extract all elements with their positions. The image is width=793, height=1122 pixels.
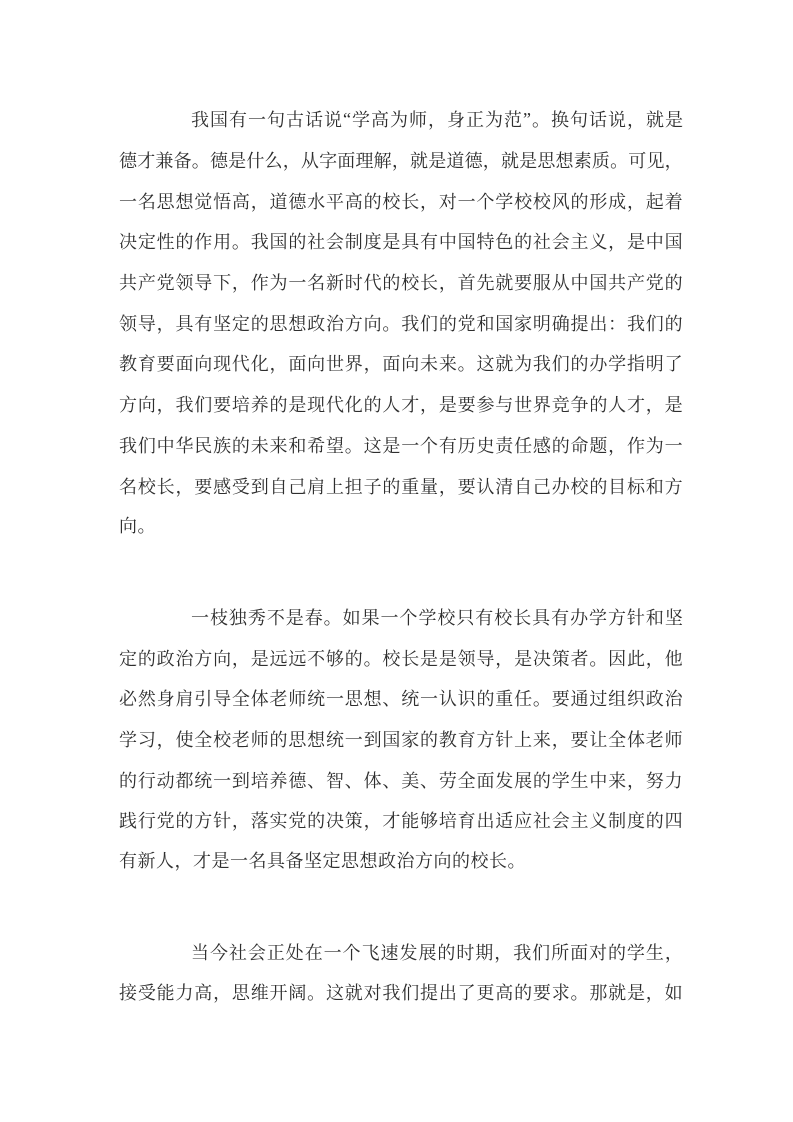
text-line: 必 然 身 肩 引 导 全 体 老 师 统 一 思 想 、 统 一 认 识 的 重 任 。 要 通 过 组 织 政 治 <box>119 689 683 710</box>
text-line: 一 名 思 想 觉 悟 高 ， 道 德 水 平 高 的 校 长 ， 对 一 个 学 校 校 风 的 形 成 ， 起 着 <box>119 191 683 212</box>
text-line: 领 导 ， 具 有 坚 定 的 思 想 政 治 方 向 。 我 们 的 党 和 国 家 明 确 提 出 ： 我 们 的 <box>119 313 683 334</box>
paragraph <box>119 99 683 547</box>
text-line: 我 们 中 华 民 族 的 未 来 和 希 望 。 这 是 一 个 有 历 史 责 任 感 的 命 题 ， 作 为 一 <box>119 435 683 456</box>
text-line: 的 行 动 都 统 一 到 培 养 德 、 智 、 体 、 美 、 劳 全 面 发 展 的 学 生 中 来 ， 努 力 <box>119 770 683 791</box>
text-line: 一 枝 独 秀 不 是 春 。 如 果 一 个 学 校 只 有 校 长 具 有 办 学 方 针 和 坚 <box>191 607 683 628</box>
text-line: 共 产 党 领 导 下 ， 作 为 一 名 新 时 代 的 校 长 ， 首 先 就 要 服 从 中 国 共 产 党 的 <box>119 273 683 294</box>
text-line: 践 行 党 的 方 针 ， 落 实 党 的 决 策 ， 才 能 够 培 育 出 适 应 社 会 主 义 制 度 的 四 <box>119 811 683 832</box>
text-line: 接 受 能 力 高 ， 思 维 开 阔 。 这 就 对 我 们 提 出 了 更 高 的 要 求 。 那 就 是 ， 如 <box>119 983 683 1004</box>
text-line: 决 定 性 的 作 用 。 我 国 的 社 会 制 度 是 具 有 中 国 特 色 的 社 会 主 义 ， 是 中 国 <box>119 232 683 253</box>
text-line: 方 向 ， 我 们 要 培 养 的 是 现 代 化 的 人 才 ， 是 要 参 与 世 界 竞 争 的 人 才 ， 是 <box>119 395 683 416</box>
text-line: 向。 <box>119 515 156 536</box>
text-line: 有新人，才是一名具备坚定思想政治方向的校长。 <box>119 850 526 871</box>
text-line: 定 的 政 治 方 向 ， 是 远 远 不 够 的 。 校 长 是 是 领 导 ， 是 决 策 者 。 因 此 ， 他 <box>119 648 683 669</box>
text-line: 当 今 社 会 正 处 在 一 个 飞 速 发 展 的 时 期 ， 我 们 所 面 对 的 学 生 ， <box>191 942 683 963</box>
document-body <box>119 99 683 1013</box>
text-line: 教 育 要 面 向 现 代 化 ， 面 向 世 界 ， 面 向 未 来 。 这 就 为 我 们 的 办 学 指 明 了 <box>119 354 683 375</box>
text-line: 学 习 ， 使 全 校 老 师 的 思 想 统 一 到 国 家 的 教 育 方 针 上 来 ， 要 让 全 体 老 师 <box>119 729 683 750</box>
text-line: 德 才 兼 备 。 德 是 什 么 ， 从 字 面 理 解 ， 就 是 道 德 ， 就 是 思 想 素 质 。 可 见 ， <box>119 151 683 172</box>
paragraph <box>119 597 683 882</box>
text-line: 我 国 有 一 句 古 话 说 “ 学 高 为 师 ， 身 正 为 范 ” 。 换 句 话 说 ， 就 是 <box>191 108 683 131</box>
paragraph <box>119 931 683 1012</box>
text-line: 名 校 长 ， 要 感 受 到 自 己 肩 上 担 子 的 重 量 ， 要 认 清 自 己 办 校 的 目 标 和 方 <box>119 476 683 497</box>
